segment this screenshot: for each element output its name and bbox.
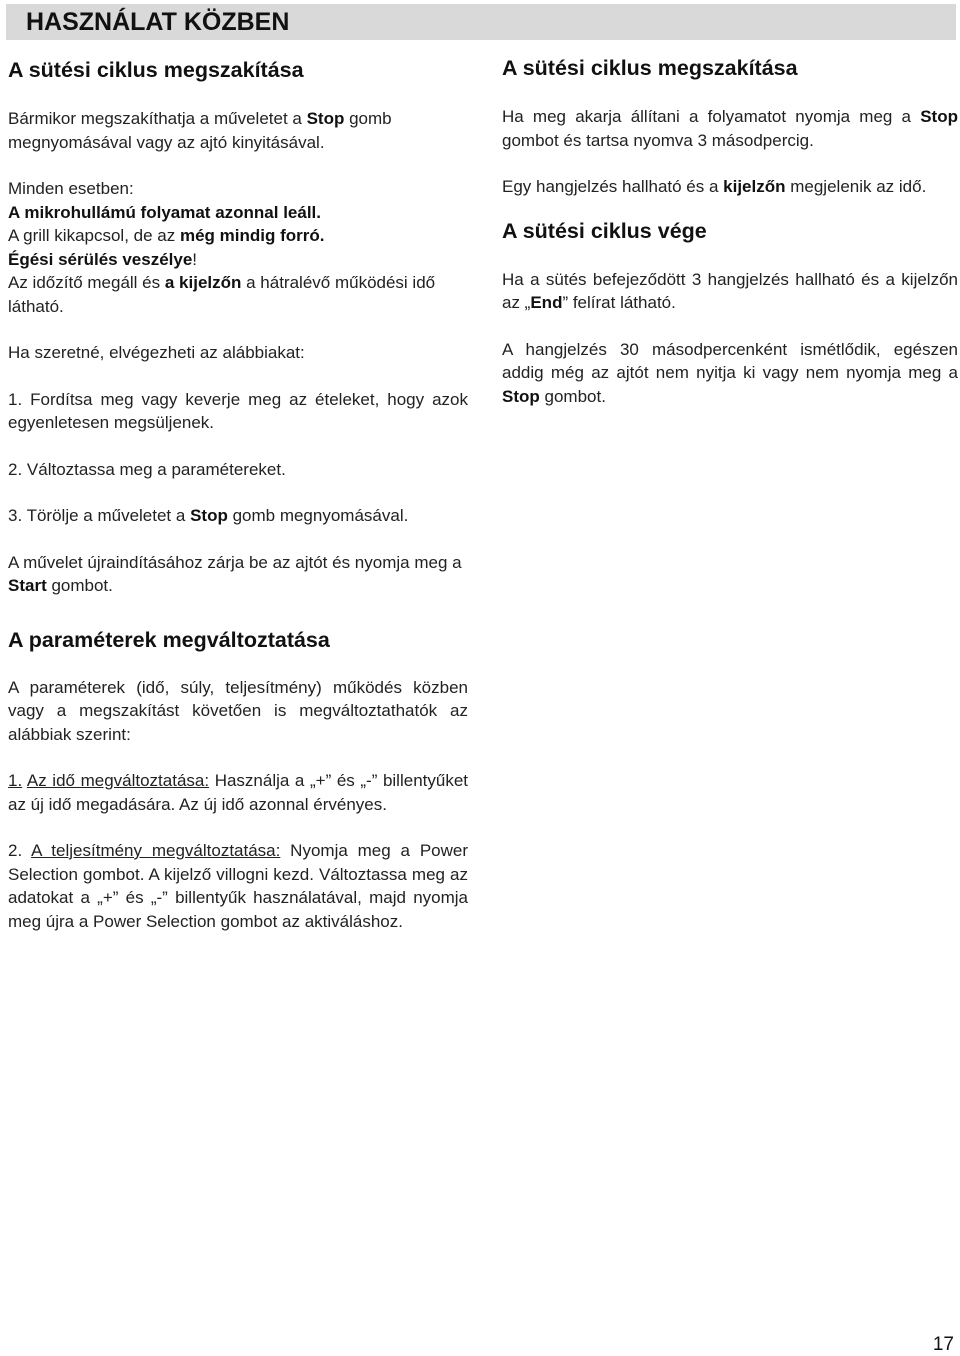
- paragraph-parameters-intro: A paraméterek (idő, súly, teljesítmény) működés közben vagy a megszakítást követően is megváltoztathatók az alábbiak szerint:: [8, 677, 468, 744]
- page-number: 17: [932, 1334, 954, 1355]
- heading-cycle-end: A sütési ciklus vége: [502, 218, 707, 243]
- paragraph-interrupt-intro: Bármikor megszakíthatja a műveletet a Stop gomb megnyomásával vagy az ajtó kinyitásával.: [8, 109, 392, 152]
- heading-interrupt-right: A sütési ciklus megszakítása: [502, 56, 798, 80]
- paragraph-stop-hold: Ha meg akarja állítani a folyamatot nyomja meg a Stop gombot és tartsa nyomva 3 másodpercig.: [502, 107, 958, 150]
- section-header-bar: [6, 4, 956, 40]
- paragraph-restart: A művelet újraindításához zárja be az ajtót és nyomja meg a Start gombot.: [8, 552, 462, 595]
- paragraph-change-power: 2. A teljesítmény megváltoztatása: Nyomja meg a Power Selection gombot. A kijelző villogni kezd. Változtassa meg az adatokat a „+” és „-” billentyűk használatával, majd nyomja meg újra a Power Selection gombot az aktiváláshoz.: [8, 841, 469, 931]
- paragraph-change-time: 1. Az idő megváltoztatása: Használja a „+” és „-” billentyűket az új idő megadására. Az új idő azonnal érvényes.: [8, 771, 469, 814]
- paragraph-options-intro: Ha szeretné, elvégezheti az alábbiakat:: [8, 343, 305, 362]
- section-title: HASZNÁLAT KÖZBEN: [26, 8, 290, 36]
- paragraph-beep-repeat: A hangjelzés 30 másodpercenként ismétlődik, egészen addig még az ajtót nem nyitja ki vagy nem nyomja meg a Stop gombot.: [502, 339, 958, 406]
- paragraph-beep-display: Egy hangjelzés hallható és a kijelzőn megjelenik az idő.: [502, 177, 927, 196]
- paragraph-cycle-end: Ha a sütés befejeződött 3 hangjelzés hallható és a kijelzőn az „End” felírat látható.: [502, 269, 958, 312]
- paragraph-in-any-case: Minden esetben: A mikrohullámú folyamat azonnal leáll. A grill kikapcsol, de az még mindig forró. Égési sérülés veszélye! Az időzítő megáll és a kijelzőn a hátralévő működési idő látható.: [8, 179, 436, 316]
- list-item-2: 2. Változtassa meg a paramétereket.: [8, 459, 286, 479]
- heading-change-parameters: A paraméterek megváltoztatása: [8, 627, 330, 652]
- list-item-1: 1. Fordítsa meg vagy keverje meg az ételeket, hogy azok egyenletesen megsüljenek.: [8, 389, 468, 432]
- heading-interrupt: A sütési ciklus megszakítása: [8, 58, 304, 82]
- list-item-3: 3. Törölje a műveletet a Stop gomb megnyomásával.: [8, 506, 409, 525]
- left-column: [8, 58, 468, 933]
- right-column: [502, 56, 958, 408]
